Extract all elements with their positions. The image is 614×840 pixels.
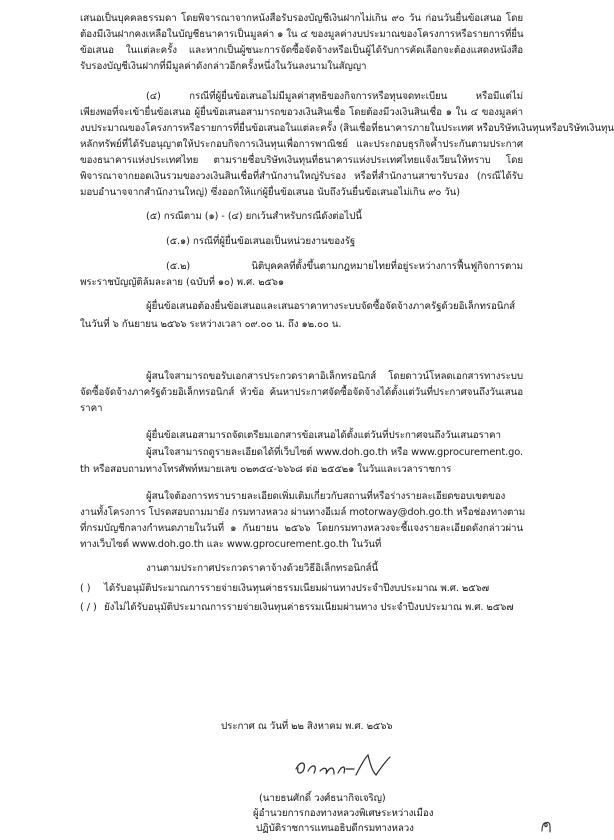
intro-line-2: ต้องมีเงินฝากคงเหลือในบัญชีธนาคารเป็นมูลค่า ๑ ใน ๔ ของมูลค่างบประมาณของโครงการหรือรายการที่ยื่น (80, 29, 524, 40)
announce-date: ประกาศ ณ วันที่ ๒๒ สิงหาคม พ.ศ. ๒๕๖๖ (221, 721, 393, 732)
clause-4-line-4: หลักทรัพย์ที่ได้รับอนุญาตให้ประกอบกิจการเงินทุนเพื่อการพาณิชย์ และประกอบธุรกิจค้ำประกันตามประกาศ (80, 139, 523, 150)
inquiry-line-4: ทางเว็บไซต์ www.doh.go.th และ www.gprocurement.go.th ในวันที่ (80, 539, 382, 550)
handwritten-signature (290, 747, 400, 787)
submission-line-2: ในวันที่ ๖ กันยายน ๒๕๖๖ ระหว่างเวลา ๐๙.๐๐ น. ถึง ๑๒.๐๐ น. (80, 319, 342, 330)
download-line-3: ราคา (80, 403, 103, 414)
clause-4-line-1: (๔) กรณีที่ผู้ยื่นข้อเสนอไม่มีมูลค่าสุทธิของกิจการหรือทุนจดทะเบียน หรือมีแต่ไม่ (146, 91, 523, 102)
clause-5-sub-2-line-1: (๕.๒) นิติบุคคลที่ตั้งขึ้นตามกฎหมายไทยที่อยู่ระหว่างการฟื้นฟูกิจการตาม (166, 261, 523, 272)
inquiry-line-1: ผู้สนใจต้องการทราบรายละเอียดเพิ่มเติมเกี่ยวกับสถานที่หรือร่างรายละเอียดขอบเขตของ (146, 491, 506, 502)
details-line-2: th หรือสอบถามทางโทรศัพท์หมายเลข ๐๒๓๕๔-๖๖๖๘ ต่อ ๒๕๕๒๑ ในวันและเวลาราชการ (80, 464, 452, 475)
intro-line-3: ข้อเสนอ ในแต่ละครั้ง และหากเป็นผู้ชนะการจัดซื้อจัดจ้างหรือเป็นผู้ได้รับการคัดเลือกจะต้องแสดงหนังสือ (80, 45, 523, 56)
inquiry-line-3: ที่กรมบัญชีกลางกำหนดภายในวันที่ ๑ กันยายน ๒๕๖๖ โดยกรมทางหลวงจะชี้แจงรายละเอียดดังกล่าวผ่าน (80, 523, 523, 534)
prepare-line: ผู้ยื่นข้อเสนอสามารถจัดเตรียมเอกสารข้อเสนอได้ตั้งแต่วันที่ประกาศจนถึงวันเสนอราคา (146, 430, 501, 441)
method-line: งานตามประกาศประกวดราคาจ้างด้วยวิธีอิเล็กทรอนิกส์นี้ (146, 563, 379, 574)
submission-line-1: ผู้ยื่นข้อเสนอต้องยื่นข้อเสนอและเสนอราคาทางระบบจัดซื้อจัดจ้างภาครัฐด้วยอิเล็กทรอนิกส์ (146, 301, 516, 312)
clause-4-line-6: พิจารณาจากยอดเงินรวมของวงเงินสินเชื่อที่สำนักงานใหญ่รับรอง หรือที่สำนักงานสาขารับรอง (กรณีได้รับ (80, 171, 523, 182)
download-line-2: จัดซื้อจัดจ้างภาครัฐด้วยอิเล็กทรอนิกส์ หัวข้อ ค้นหาประกาศจัดซื้อจัดจ้างได้ตั้งแต่วันที่ประกาศจนถึงวันเสนอ (80, 387, 523, 398)
details-line-1: ผู้สนใจสามารถดูรายละเอียดได้ที่เว็บไซต์ www.doh.go.th หรือ www.gprocurement.go. (146, 447, 523, 458)
option-2-box: ( / ) (80, 602, 97, 613)
signer-name: (นายธนศักดิ์ วงศ์ธนากิจเจริญ) (259, 793, 386, 804)
clause-5-sub-2-line-2: พระราชบัญญัติล้มละลาย (ฉบับที่ ๑๐) พ.ศ. ๒๕๖๑ (80, 277, 285, 288)
intro-line-4: รับรองบัญชีเงินฝากที่มีมูลค่าดังกล่าวอีกครั้งหนึ่งในวันลงนามในสัญญา (80, 61, 367, 72)
download-line-1: ผู้สนใจสามารถขอรับเอกสารประกวดราคาอิเล็กทรอนิกส์ โดยดาวน์โหลดเอกสารทางระบบ (146, 371, 523, 382)
signer-title-2: ปฏิบัติราชการแทนอธิบดีกรมทางหลวง (256, 823, 414, 834)
intro-line-1: เสนอเป็นบุคคลธรรมดา โดยพิจารณาจากหนังสือรับรองบัญชีเงินฝากไม่เกิน ๙๐ วัน ก่อนวันยื่นข้อเสนอ โดย (80, 13, 523, 24)
clause-4-line-7: มอบอำนาจจากสำนักงานใหญ่) ซึ่งออกให้แก่ผู้ยื่นข้อเสนอ นับถึงวันยื่นข้อเสนอไม่เกิน ๙๐ วัน) (80, 187, 460, 198)
signer-title-1: ผู้อำนวยการกองทางหลวงพิเศษระหว่างเมือง (253, 808, 434, 819)
clause-4-line-3: งบประมาณของโครงการหรือรายการที่ยื่นข้อเสนอในแต่ละครั้ง (สินเชื่อที่ธนาคารภายในประเทศ หรือบริษัทเงินทุนหรือบริษัทเงินทุน (80, 123, 614, 134)
option-1-text: ได้รับอนุมัติประมาณการรายจ่ายเงินทุนค่าธรรมเนียมผ่านทางประจำปีงบประมาณ พ.ศ. ๒๕๖๗ (104, 583, 489, 594)
clause-5-sub-1: (๕.๑) กรณีที่ผู้ยื่นข้อเสนอเป็นหน่วยงานของรัฐ (166, 236, 356, 247)
clause-5-main: (๕) กรณีตาม (๑) - (๔) ยกเว้นสำหรับกรณีดังต่อไปนี้ (146, 211, 362, 222)
handwritten-initial (539, 818, 553, 834)
clause-4-line-2: เพียงพอที่จะเข้ายื่นข้อเสนอ ผู้ยื่นข้อเสนอสามารถขอวงเงินสินเชื่อ โดยต้องมีวงเงินสินเชื่อ ๑ ใน ๔ ของมูลค่า (80, 107, 523, 118)
option-2-text: ยังไม่ได้รับอนุมัติประมาณการรายจ่ายเงินทุนค่าธรรมเนียมผ่านทาง ประจำปีงบประมาณ พ.ศ. ๒๕๖๗ (104, 602, 514, 613)
inquiry-line-2: งานทั้งโครงการ โปรดสอบถามมายัง กรมทางหลวง ผ่านทางอีเมล์ motorway@doh.go.th หรือช่องทางตาม (80, 507, 526, 518)
option-1-box: ( ) (80, 583, 91, 594)
clause-4-line-5: ของธนาคารแห่งประเทศไทย ตามรายชื่อบริษัทเงินทุนที่ธนาคารแห่งประเทศไทยแจ้งเวียนให้ทราบ โดย (80, 155, 523, 166)
